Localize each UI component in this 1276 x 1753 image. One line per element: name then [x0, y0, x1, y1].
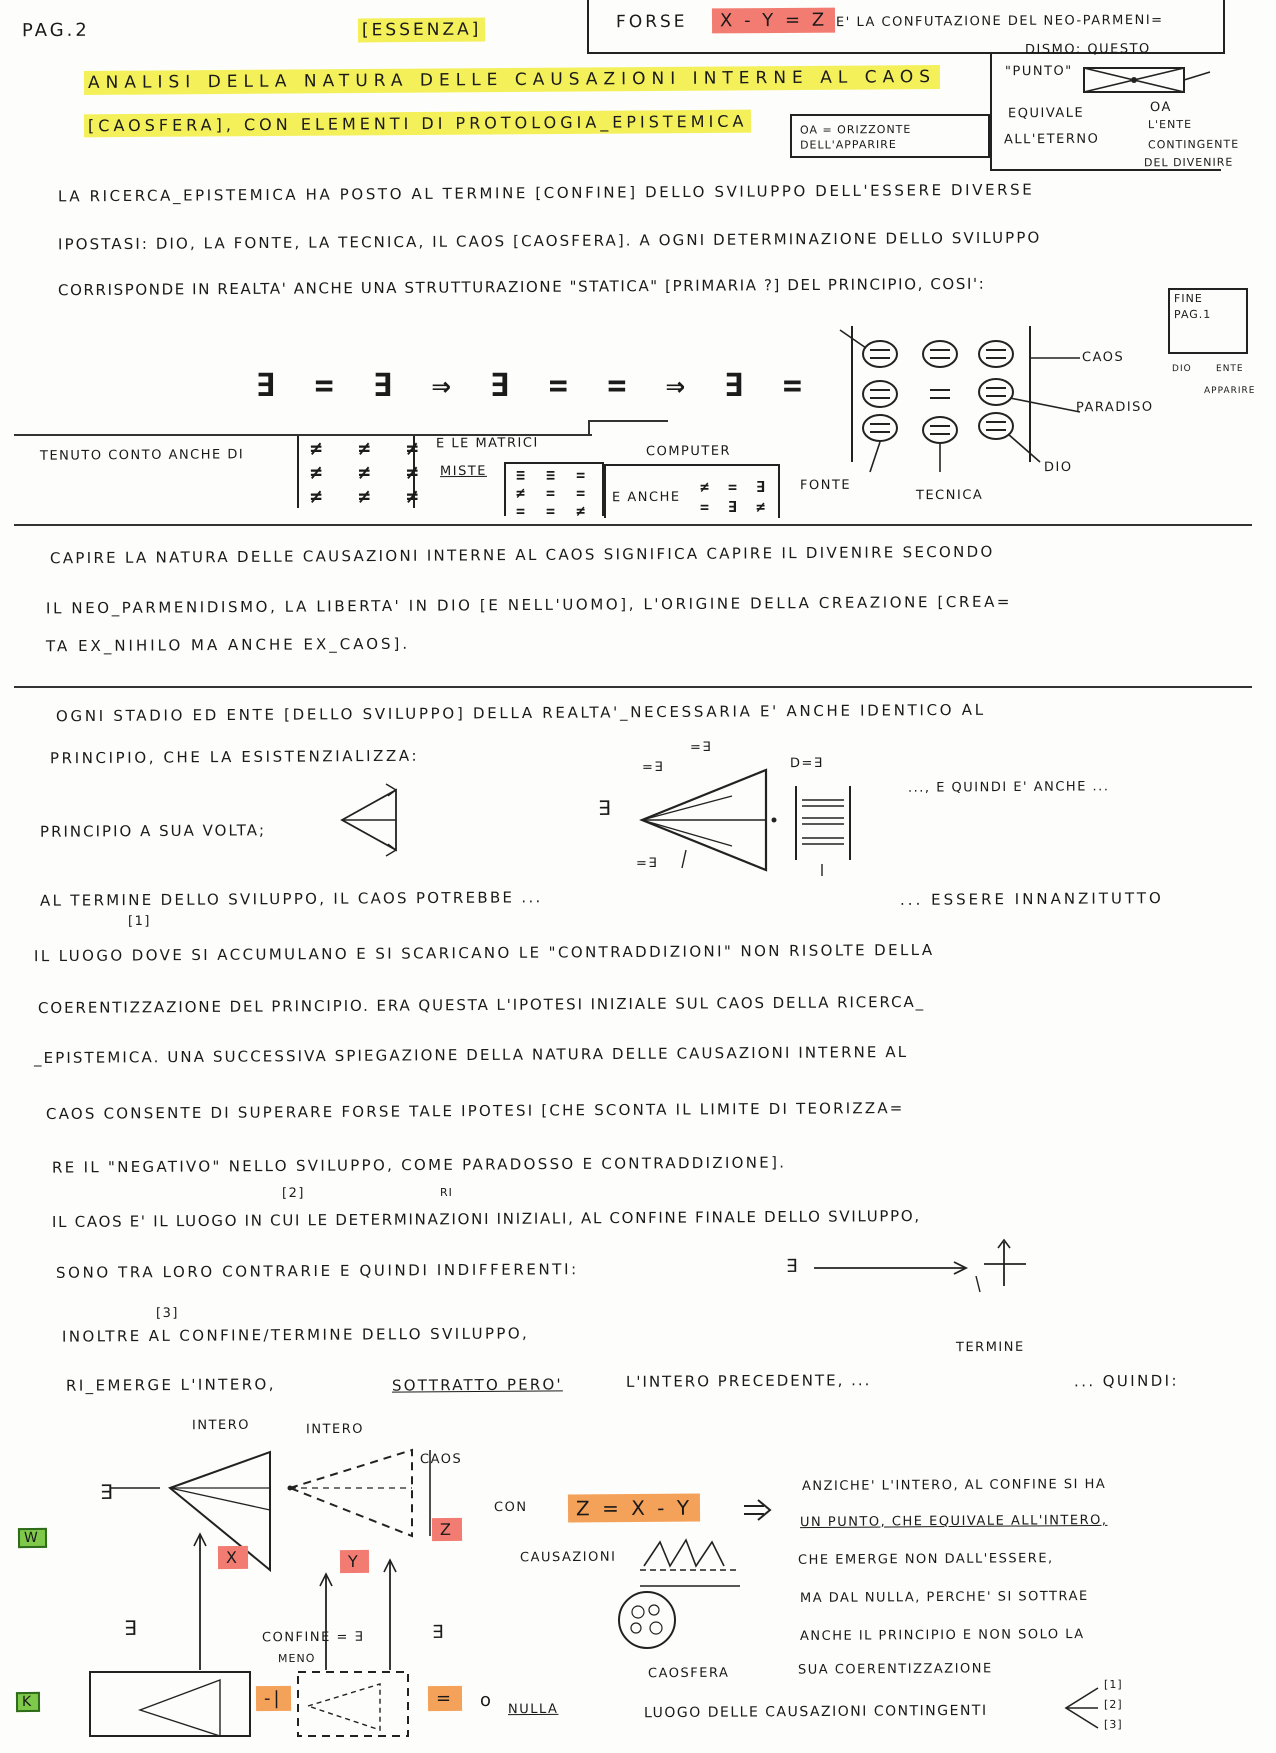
caos-label: CAOS — [1081, 349, 1125, 366]
para1-line1: LA RICERCA_EPISTEMICA HA POSTO AL TERMINE [CONFINE] DELLO SVILUPPO DELL'ESSERE DIVERSE — [57, 180, 1035, 206]
para3-line13b: SOTTRATTO PERO' — [391, 1375, 563, 1395]
para3-line10: IL CAOS E' IL LUOGO IN CUI LE DETERMINAZIONI INIZIALI, AL CONFINE FINALE DELLO SVILUPPO, — [51, 1206, 921, 1232]
fine-label: FINE — [1173, 291, 1203, 306]
essenza-tag: [ESSENZA] — [358, 18, 485, 43]
quindi-text: ... QUINDI: — [1073, 1371, 1179, 1391]
intero-label-1: INTERO — [191, 1417, 251, 1434]
punto-label: "PUNTO" — [1004, 63, 1073, 80]
right-text-5: ANCHE IL PRINCIPIO E NON SOLO LA — [799, 1627, 1085, 1644]
para3-line13a: RI_EMERGE L'INTERO, — [65, 1375, 276, 1395]
eterno-label: ALL'ETERNO — [1003, 131, 1100, 148]
para2-line2: IL NEO_PARMENIDISMO, LA LIBERTA' IN DIO [E NELL'UOMO], L'ORIGINE DELLA CREAZIONE [CREA= — [45, 592, 1013, 618]
luogo-label: LUOGO DELLE CAUSAZIONI CONTINGENTI — [643, 1702, 988, 1722]
para3-line7: _EPISTEMICA. UNA SUCCESSIVA SPIEGAZIONE DELLA NATURA DELLE CAUSAZIONI INTERNE AL — [33, 1042, 909, 1068]
principle-triangle-icon — [636, 760, 856, 880]
w-tag: W — [18, 1528, 47, 1548]
caosfera-sphere-icon — [612, 1590, 682, 1650]
matrici-label: E LE MATRICI — [435, 435, 539, 452]
para1-line2: IPOSTASI: DIO, LA FONTE, LA TECNICA, IL CAOS [CAOSFERA]. A OGNI DETERMINAZIONE DELLO SVILUPPO — [57, 228, 1042, 254]
divider-step-top — [588, 420, 668, 422]
paradiso-label: PARADISO — [1075, 399, 1154, 416]
fine-dio-label: DIO — [1171, 363, 1192, 375]
mixed-row-1: ≡ ≡ = — [516, 466, 592, 484]
e-anche-label: E ANCHE — [611, 489, 681, 506]
x-tag: X — [218, 1546, 248, 1569]
nulla-zero: o — [479, 1689, 495, 1712]
para3-line13c: L'INTERO PRECEDENTE, ... — [625, 1371, 872, 1391]
para3-line2: PRINCIPIO, CHE LA ESISTENZIALIZZA: — [49, 746, 420, 768]
divenire-label: DEL DIVENIRE — [1143, 155, 1234, 170]
para3-line8: CAOS CONSENTE DI SUPERARE FORSE TALE IPOTESI [CHE SCONTA IL LIMITE DI TEORIZZA= — [45, 1099, 905, 1123]
title-line-2: [CAOSFERA], CON ELEMENTI DI PROTOLOGIA_EPISTEMICA — [84, 110, 752, 138]
equals-matrix-icon — [830, 322, 1030, 462]
fonte-label: FONTE — [799, 477, 852, 494]
termine-exists: ∃ — [785, 1255, 801, 1278]
tri-eq-bottom: =∃ — [635, 855, 659, 872]
bottom-formula: Z = X - Y — [568, 1494, 700, 1523]
z-tag: Z — [432, 1518, 462, 1541]
triangle-exists: ∃ — [597, 795, 614, 821]
con-label: CON — [493, 1499, 528, 1516]
miste-label: MISTE — [439, 463, 488, 480]
right-text-4: MA DAL NULLA, PERCHE' SI SOTTRAE — [799, 1588, 1089, 1607]
small-principle-triangle-icon — [336, 780, 406, 860]
para3-line4a: AL TERMINE DELLO SVILUPPO, IL CAOS POTREBBE ... — [39, 888, 543, 910]
divider-step — [588, 420, 592, 434]
title-line-1: ANALISI DELLA NATURA DELLE CAUSAZIONI INTERNE AL CAOS — [84, 65, 940, 95]
dio-label: DIO — [1043, 459, 1073, 476]
fine-ente-label: ENTE — [1215, 363, 1244, 375]
tenuto-conto-text: TENUTO CONTO ANCHE DI — [39, 447, 245, 464]
divider-2 — [14, 686, 1252, 688]
page-number: PAG.2 — [21, 19, 90, 42]
ref-2: [2] — [1103, 1697, 1123, 1712]
oa-definition: OA = ORIZZONTE DELL'APPARIRE — [799, 122, 912, 152]
termine-arrow-icon — [784, 1236, 1064, 1296]
para3-line3: PRINCIPIO A SUA VOLTA; — [39, 821, 267, 841]
causazioni-label: CAUSAZIONI — [519, 1549, 617, 1566]
top-formula: X - Y = Z — [712, 8, 835, 34]
para3-line11: SONO TRA LORO CONTRARIE E QUINDI INDIFFERENTI: — [55, 1260, 579, 1282]
oa-label: OA — [1149, 99, 1172, 116]
nulla-label: NULLA — [507, 1701, 559, 1718]
equals-marker: = — [428, 1686, 462, 1711]
neq-row-3: ≠ ≠ ≠ — [310, 484, 431, 508]
implies-arrow-icon — [744, 1498, 774, 1522]
para2-line3: TA EX_NIHILO MA ANCHE EX_CAOS]. — [45, 634, 411, 656]
footnote-3: [3] — [155, 1305, 179, 1322]
k-tag: K — [16, 1692, 40, 1712]
footnote-2: [2] — [281, 1185, 305, 1202]
dismo-text: DISMO: QUESTO — [1024, 41, 1151, 58]
neq-row-1: ≠ ≠ ≠ — [310, 436, 431, 460]
para2-line1: CAPIRE LA NATURA DELLE CAUSAZIONI INTERNE AL CAOS SIGNIFICA CAPIRE IL DIVENIRE SECONDO — [49, 542, 995, 568]
ente-label: L'ENTE — [1147, 117, 1193, 132]
right-text-1: ANZICHE' L'INTERO, AL CONFINE SI HA — [801, 1476, 1107, 1495]
para3-line6: COERENTIZZAZIONE DEL PRINCIPIO. ERA QUESTA L'IPOTESI INIZIALE SUL CAOS DELLA RICERCA_ — [37, 992, 926, 1018]
equivalence-chain: ∃ = ∃ ⇒ ∃ = = ⇒ ∃ = — [256, 366, 813, 404]
bottom-exists-2: ∃ — [123, 1615, 140, 1641]
minus-marker: -| — [256, 1686, 291, 1711]
refs-brace-icon — [1062, 1684, 1102, 1730]
computer-label: COMPUTER — [645, 443, 732, 460]
para3-line4b: ... ESSERE INNANZITUTTO — [899, 889, 1164, 909]
forse-label: FORSE — [615, 11, 688, 33]
meno-label: MENO — [277, 1651, 316, 1666]
ref-3: [3] — [1103, 1717, 1123, 1732]
contingente-label: CONTINGENTE — [1147, 137, 1240, 152]
footnote-1: [1] — [127, 913, 151, 930]
ri-superscript: RI — [439, 1185, 453, 1200]
bottom-exists: ∃ — [99, 1479, 116, 1505]
tecnica-label: TECNICA — [915, 487, 984, 504]
right-text-6: SUA COERENTIZZAZIONE — [797, 1661, 993, 1678]
intero-label-2: INTERO — [305, 1421, 365, 1438]
e-anche-row-1: ≠ = ∃ — [700, 478, 771, 496]
confutazione-text: E' LA CONFUTAZIONE DEL NEO-PARMENI= — [835, 12, 1164, 31]
e-anche-row-2: = ∃ ≠ — [700, 498, 771, 516]
y-tag: Y — [340, 1550, 369, 1573]
caos-label-bottom: CAOS — [419, 1451, 463, 1468]
tri-eq-left: =∃ — [641, 759, 665, 776]
bottom-exists-3: ∃ — [431, 1621, 447, 1644]
para3-line12: INOLTRE AL CONFINE/TERMINE DELLO SVILUPPO, — [61, 1324, 530, 1346]
para1-line3: CORRISPONDE IN REALTA' ANCHE UNA STRUTTURAZIONE "STATICA" [PRIMARIA ?] DEL PRINCIPIO, COSI': — [57, 274, 986, 300]
para3-line9: RE IL "NEGATIVO" NELLO SVILUPPO, COME PARADOSSO E CONTRADDIZIONE]. — [51, 1153, 787, 1177]
pag1-label: PAG.1 — [1173, 307, 1212, 322]
right-text-2: UN PUNTO, CHE EQUIVALE ALL'INTERO, — [799, 1512, 1108, 1531]
right-text-3: CHE EMERGE NON DALL'ESSERE, — [797, 1551, 1054, 1568]
mixed-row-3: = = ≠ — [516, 502, 592, 520]
e-quindi-text: ..., E QUINDI E' ANCHE ... — [907, 779, 1110, 796]
divider-1 — [14, 524, 1252, 526]
termine-label: TERMINE — [955, 1339, 1025, 1356]
caosfera-label: CAOSFERA — [647, 1665, 730, 1682]
causazioni-zigzag-icon — [640, 1530, 750, 1590]
fine-apparire-label: APPARIRE — [1203, 385, 1256, 397]
ref-1: [1] — [1103, 1677, 1123, 1692]
neq-row-2: ≠ ≠ ≠ — [310, 460, 431, 484]
d-eq-label: D=∃ — [789, 755, 824, 772]
para3-line1: OGNI STADIO ED ENTE [DELLO SVILUPPO] DELLA REALTA'_NECESSARIA E' ANCHE IDENTICO AL — [55, 700, 986, 726]
para3-line5: IL LUOGO DOVE SI ACCUMULANO E SI SCARICANO LE "CONTRADDIZIONI" NON RISOLTE DELLA — [33, 940, 935, 966]
equivale-label: EQUIVALE — [1007, 105, 1085, 122]
confine-label: CONFINE = ∃ — [261, 1629, 365, 1646]
tri-eq-top: =∃ — [689, 739, 713, 756]
mixed-row-2: ≠ = = — [516, 484, 592, 502]
punto-diagram-icon — [1080, 62, 1210, 102]
